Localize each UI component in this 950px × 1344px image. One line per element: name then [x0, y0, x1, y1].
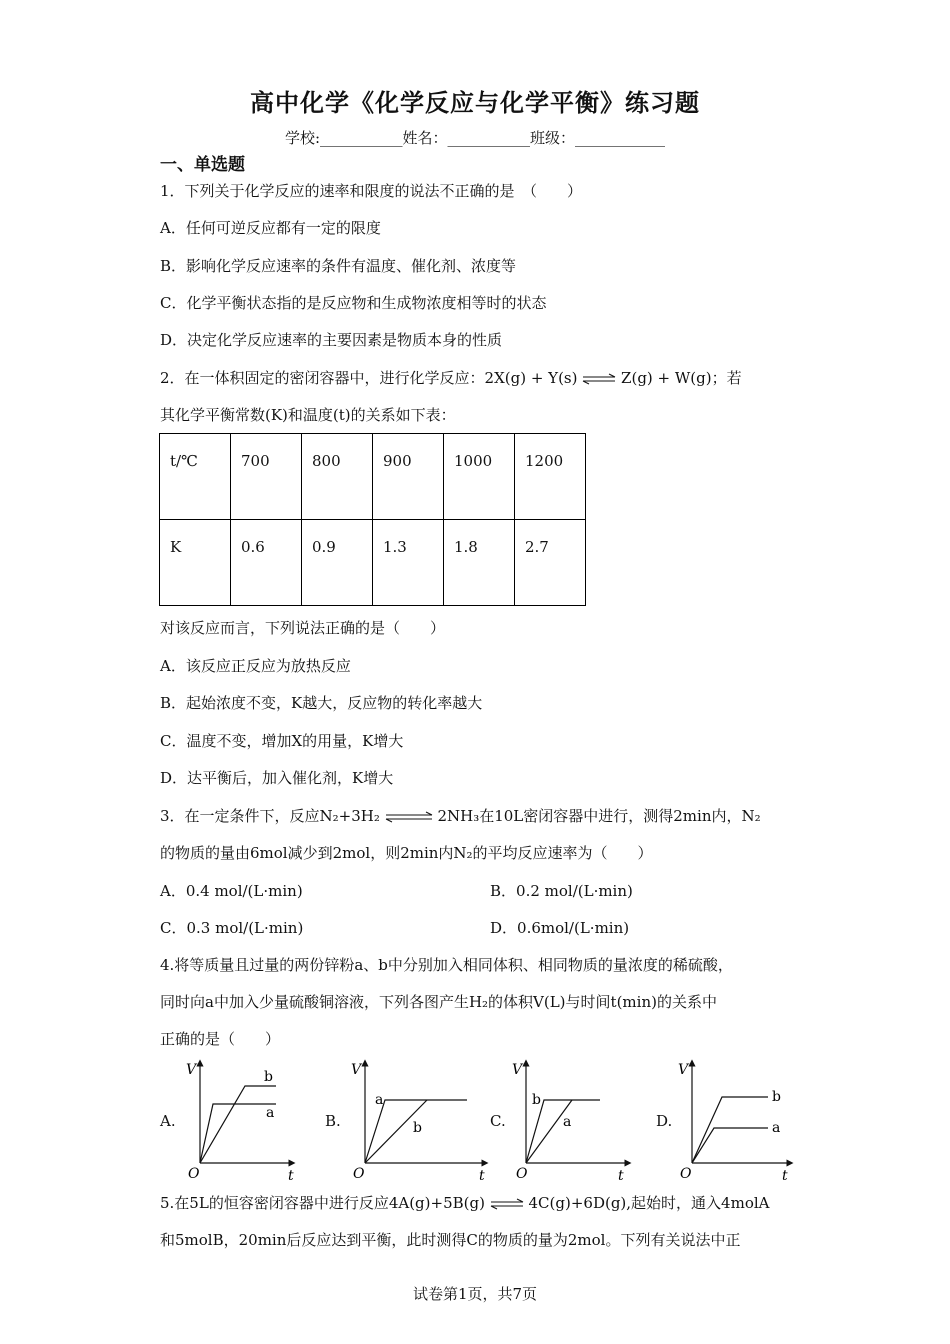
- origin-label: O: [188, 1166, 200, 1182]
- table-row: [160, 434, 586, 520]
- curve-b: [200, 1086, 276, 1163]
- question-5-stem-part2: 4C(g)+6D(g),起始时，通入4molA: [528, 1194, 770, 1212]
- t-axis-label: t: [479, 1168, 485, 1183]
- question-2-prompt: 对该反应而言，下列说法正确的是（ ）: [160, 619, 446, 637]
- v-axis-label: V: [186, 1062, 197, 1078]
- question-3-option-a: A．0.4 mol/(L·min): [160, 882, 303, 900]
- curve-b: [692, 1097, 768, 1163]
- student-info-line: 学校:___________姓名：___________班级：____________: [284, 129, 666, 147]
- graph-option-label-c: C.: [490, 1112, 506, 1130]
- curve-b-label: b: [532, 1092, 541, 1108]
- question-4-stem-line3: 正确的是（ ）: [160, 1030, 281, 1048]
- table-cell: 0.9: [302, 520, 373, 606]
- graph-option-label-a: A.: [160, 1112, 176, 1130]
- curve-a-label: a: [375, 1092, 384, 1108]
- graph-option-label-d: D.: [656, 1112, 673, 1130]
- curve-a-label: a: [563, 1114, 572, 1130]
- table-cell: 1200: [515, 434, 586, 520]
- curve-a: [692, 1128, 768, 1163]
- curve-a-label: a: [266, 1105, 275, 1121]
- question-2-option-d: D．达平衡后，加入催化剂，K增大: [160, 769, 394, 787]
- table-row: [160, 520, 586, 606]
- question-1-option-c: C．化学平衡状态指的是反应物和生成物浓度相等时的状态: [160, 294, 547, 312]
- page-footer: 试卷第1页，共7页: [412, 1285, 538, 1303]
- curve-a: [526, 1100, 572, 1163]
- question-1-stem: 1．下列关于化学反应的速率和限度的说法不正确的是 （ ）: [160, 182, 583, 200]
- question-1-option-a: A．任何可逆反应都有一定的限度: [160, 219, 381, 237]
- v-axis-label: V: [512, 1062, 523, 1078]
- question-2-option-a: A．该反应正反应为放热反应: [160, 657, 351, 675]
- question-2-stem-part1: 2．在一体积固定的密闭容器中，进行化学反应：2X(g) + Y(s): [160, 369, 578, 387]
- equilibrium-constant-table: [159, 433, 586, 606]
- question-1-option-b: B．影响化学反应速率的条件有温度、催化剂、浓度等: [160, 257, 517, 275]
- table-cell: 700: [231, 434, 302, 520]
- graph-b: [345, 1058, 490, 1183]
- v-axis-label: V: [678, 1062, 689, 1078]
- equilibrium-arrow-icon: [490, 1198, 524, 1210]
- question-3-stem-part2: 2NH₃在10L密闭容器中进行，测得2min内，N₂: [437, 807, 761, 825]
- question-2-stem-line2: 其化学平衡常数(K)和温度(t)的关系如下表：: [160, 406, 456, 424]
- table-cell: 2.7: [515, 520, 586, 606]
- table-cell: 1.3: [373, 520, 444, 606]
- question-2-option-b: B．起始浓度不变，K越大，反应物的转化率越大: [160, 694, 483, 712]
- equilibrium-arrow-icon: [385, 811, 433, 823]
- graph-c: [506, 1058, 636, 1183]
- table-cell: K: [160, 520, 231, 606]
- origin-label: O: [516, 1166, 528, 1182]
- v-axis-label: V: [351, 1062, 362, 1078]
- question-2-option-c: C．温度不变，增加X的用量，K增大: [160, 732, 404, 750]
- curve-b-label: b: [264, 1069, 273, 1085]
- graph-a: [180, 1058, 300, 1183]
- page-title: 高中化学《化学反应与化学平衡》练习题: [250, 89, 700, 117]
- question-5-stem-line2: 和5molB，20min后反应达到平衡，此时测得C的物质的量为2mol。下列有关说法中正: [160, 1231, 741, 1249]
- question-4-stem-line2: 同时向a中加入少量硫酸铜溶液，下列各图产生H₂的体积V(L)与时间t(min)的关系中: [160, 993, 717, 1011]
- curve-b-label: b: [413, 1120, 422, 1136]
- equilibrium-arrow-icon: [582, 373, 616, 385]
- curve-a-label: a: [772, 1120, 781, 1136]
- graph-d: [672, 1058, 797, 1183]
- question-2-stem-part2: Z(g) + W(g)；若: [621, 369, 742, 387]
- table-cell: 800: [302, 434, 373, 520]
- question-3-option-b: B．0.2 mol/(L·min): [490, 882, 633, 900]
- question-5-stem-part1: 5.在5L的恒容密闭容器中进行反应4A(g)+5B(g): [160, 1194, 485, 1212]
- t-axis-label: t: [288, 1168, 294, 1183]
- table-cell: 900: [373, 434, 444, 520]
- origin-label: O: [680, 1166, 692, 1182]
- origin-label: O: [353, 1166, 365, 1182]
- question-2-stem: [160, 368, 742, 388]
- question-3-stem-line2: 的物质的量由6mol减少到2mol，则2min内N₂的平均反应速率为（ ）: [160, 844, 653, 862]
- t-axis-label: t: [618, 1168, 624, 1183]
- question-5-stem: [160, 1193, 769, 1213]
- curve-a: [200, 1104, 276, 1163]
- table-cell: t/℃: [160, 434, 231, 520]
- t-axis-label: t: [782, 1168, 788, 1183]
- question-1-option-d: D．决定化学反应速率的主要因素是物质本身的性质: [160, 331, 503, 349]
- table-cell: 1000: [444, 434, 515, 520]
- question-3-stem-part1: 3．在一定条件下，反应N₂+3H₂: [160, 807, 380, 825]
- section-heading: 一、单选题: [160, 155, 245, 175]
- graph-option-label-b: B.: [325, 1112, 341, 1130]
- question-4-stem: 4.将等质量且过量的两份锌粉a、b中分别加入相同体积、相同物质的量浓度的稀硫酸，: [160, 956, 733, 974]
- question-3-option-c: C．0.3 mol/(L·min): [160, 919, 304, 937]
- table-cell: 0.6: [231, 520, 302, 606]
- question-3-stem: [160, 806, 761, 826]
- curve-b: [526, 1100, 600, 1163]
- curve-b-label: b: [772, 1089, 781, 1105]
- table-cell: 1.8: [444, 520, 515, 606]
- question-3-option-d: D．0.6mol/(L·min): [490, 919, 630, 937]
